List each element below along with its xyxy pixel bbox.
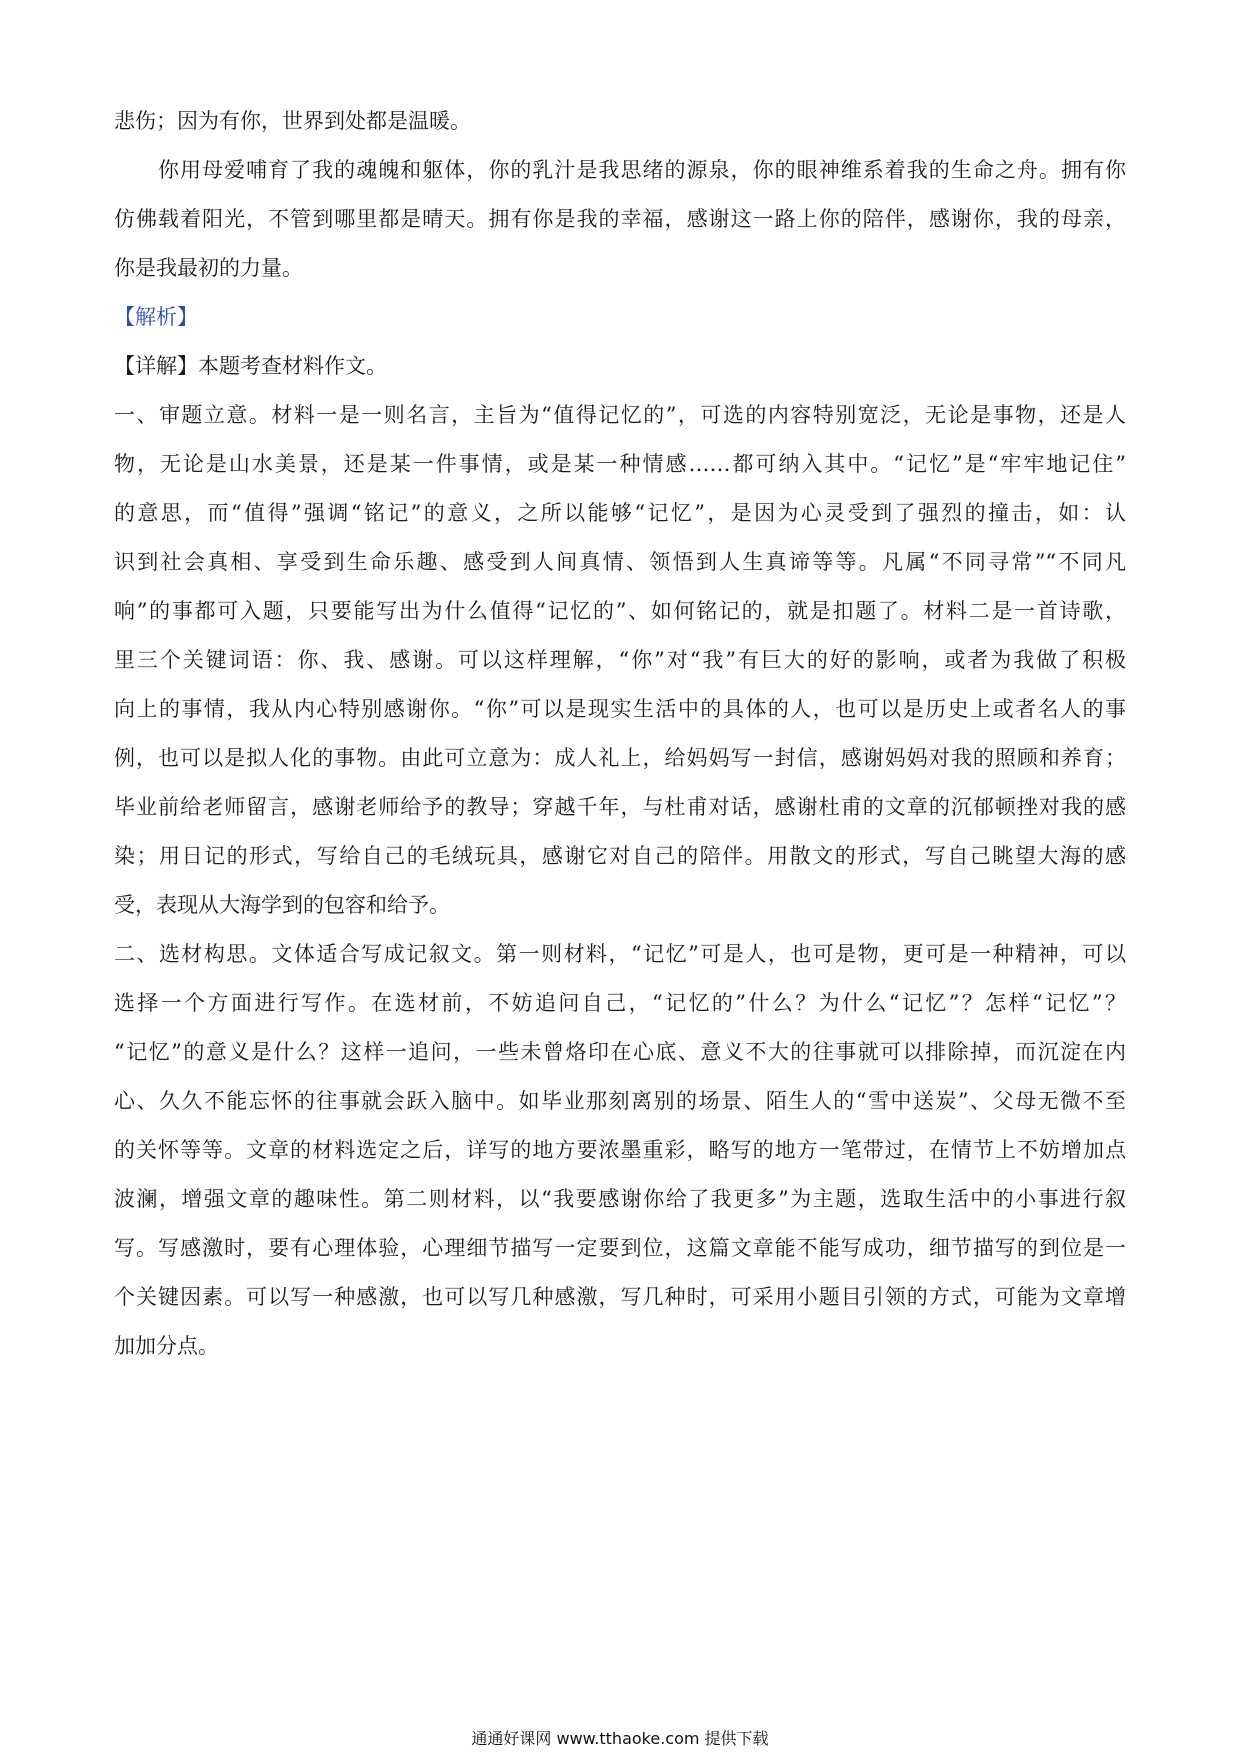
page-footer: 通通好课网 www.tthaoke.com 提供下载 [471,1729,769,1748]
text-line: 仿佛载着阳光，不管到哪里都是晴天。拥有你是我的幸福，感谢这一路上你的陪伴，感谢你，我的母亲， [114,207,1126,231]
text-line: 例，也可以是拟人化的事物。由此可立意为：成人礼上，给妈妈写一封信，感谢妈妈对我的照顾和养育； [114,746,1126,770]
text-line: 你是我最初的力量。 [114,256,303,280]
text-line: 响”的事都可入题，只要能写出为什么值得“记忆的”、如何铭记的，就是扣题了。材料二是一首诗歌， [114,599,1126,623]
text-line: 毕业前给老师留言，感谢老师给予的教导；穿越千年，与杜甫对话，感谢杜甫的文章的沉郁顿挫对我的感 [114,795,1126,819]
text-line: 写。写感激时，要有心理体验，心理细节描写一定要到位，这篇文章能不能写成功，细节描写的到位是一 [114,1236,1126,1260]
essay-paragraph-2 [114,146,1126,293]
text-line: 染；用日记的形式，写给自己的毛绒玩具，感谢它对自己的陪伴。用散文的形式，写自己眺望大海的感 [114,844,1126,868]
text-line: 里三个关键词语：你、我、感谢。可以这样理解，“你”对“我”有巨大的好的影响，或者为我做了积极 [114,648,1126,672]
text-line: 加加分点。 [114,1334,219,1358]
text-line: 一、审题立意。材料一是一则名言，主旨为“值得记忆的”，可选的内容特别宽泛，无论是事物，还是人 [114,403,1126,427]
text-line: 波澜，增强文章的趣味性。第二则材料，以“我要感谢你给了我更多”为主题，选取生活中的小事进行叙 [114,1187,1126,1211]
text-line: 悲伤；因为有你，世界到处都是温暖。 [114,109,471,133]
text-line: 向上的事情，我从内心特别感谢你。“你”可以是现实生活中的具体的人，也可以是历史上或者名人的事 [114,697,1126,721]
text-line: 识到社会真相、享受到生命乐趣、感受到人间真情、领悟到人生真谛等等。凡属“不同寻常”“不同凡 [114,550,1126,574]
text-line: 选择一个方面进行写作。在选材前，不妨追问自己，“记忆的”什么？为什么“记忆”？怎样“记忆”？ [114,991,1126,1015]
essay-paragraph-1 [114,97,1126,146]
text-line: 二、选材构思。文体适合写成记叙文。第一则材料，“记忆”可是人，也可是物，更可是一种精神，可以 [114,942,1126,966]
analysis-section-2 [114,930,1126,1371]
text-line: 心、久久不能忘怀的往事就会跃入脑中。如毕业那刻离别的场景、陌生人的“雪中送炭”、父母无微不至 [114,1089,1126,1113]
analysis-heading: 【解析】 [114,305,198,329]
text-line: 受，表现从大海学到的包容和给予。 [114,893,450,917]
text-line: 你用母爱哺育了我的魂魄和躯体，你的乳汁是我思绪的源泉，你的眼神维系着我的生命之舟。拥有你 [158,158,1126,182]
analysis-section-1 [114,391,1126,930]
text-line: “记忆”的意义是什么？这样一追问，一些未曾烙印在心底、意义不大的往事就可以排除掉，而沉淀在内 [114,1040,1126,1064]
text-line: 物，无论是山水美景，还是某一件事情，或是某一种情感……都可纳入其中。“记忆”是“牢牢地记住” [114,452,1126,476]
text-line: 的意思，而“值得”强调“铭记”的意义，之所以能够“记忆”，是因为心灵受到了强烈的撞击，如：认 [114,501,1126,525]
text-line: 的关怀等等。文章的材料选定之后，详写的地方要浓墨重彩，略写的地方一笔带过，在情节上不妨增加点 [114,1138,1126,1162]
document-page [114,97,1126,1371]
text-line: 个关键因素。可以写一种感激，也可以写几种感激，写几种时，可采用小题目引领的方式，可能为文章增 [114,1285,1126,1309]
detail-line: 【详解】本题考查材料作文。 [114,354,387,378]
